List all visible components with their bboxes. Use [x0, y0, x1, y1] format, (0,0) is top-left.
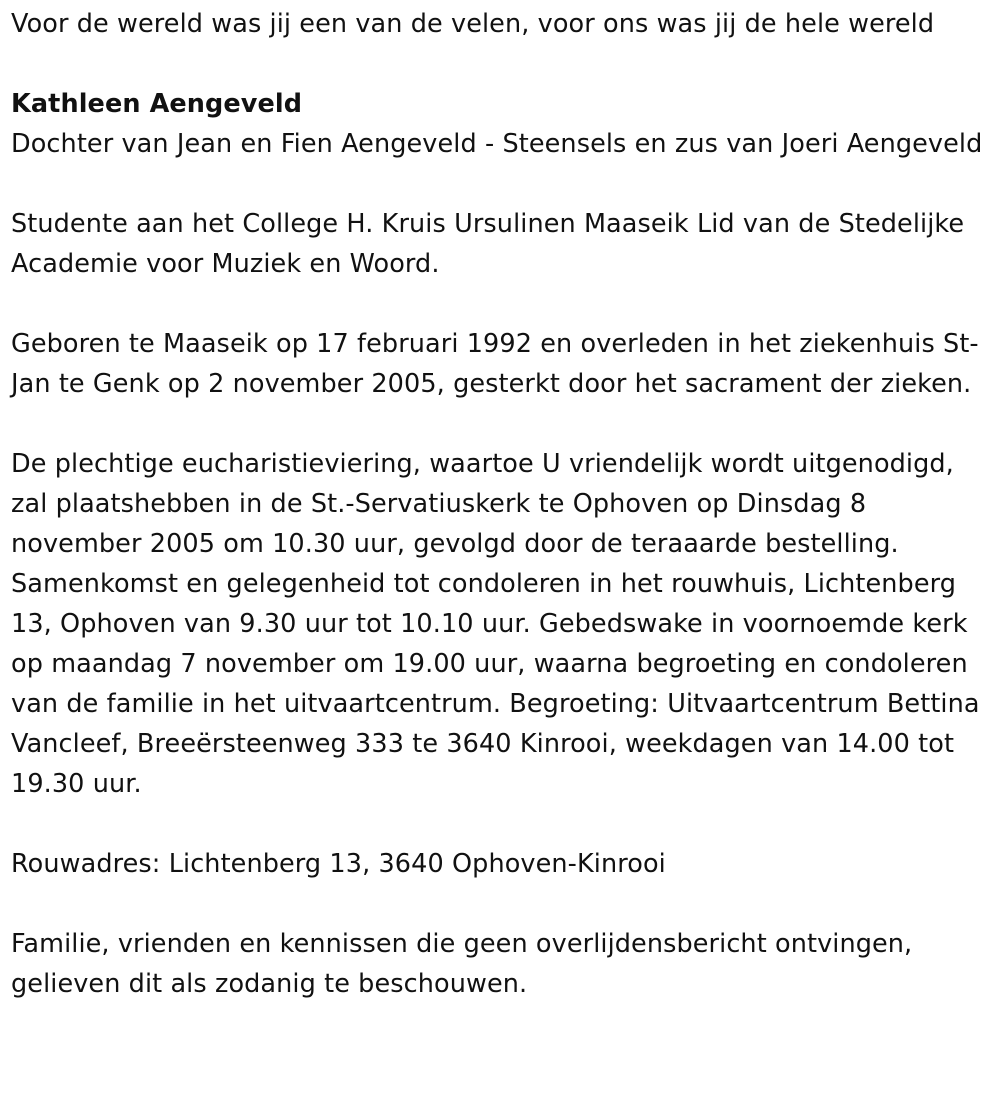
obituary-text	[11, 4, 991, 1004]
family-relation: Dochter van Jean en Fien Aengeveld - Steensels en zus van Joeri Aengeveld	[11, 129, 983, 159]
mourning-address: Rouwadres: Lichtenberg 13, 3640 Ophoven-Kinrooi	[11, 849, 666, 879]
birth-death-paragraph: Geboren te Maaseik op 17 februari 1992 en overleden in het ziekenhuis St-Jan te Genk op 2 november 2005, gesterkt door het sacrament der zieken.	[11, 329, 979, 399]
closing-paragraph: Familie, vrienden en kennissen die geen overlijdensbericht ontvingen, gelieven dit als zodanig te beschouwen.	[11, 929, 913, 999]
ceremony-paragraph: De plechtige eucharistieviering, waartoe U vriendelijk wordt uitgenodigd, zal plaatshebben in de St.-Servatiuskerk te Ophoven op Dinsdag 8 november 2005 om 10.30 uur, gevolgd door de teraaarde bestelling. Samenkomst en gelegenheid tot condoleren in het rouwhuis, Lichtenberg 13, Ophoven van 9.30 uur tot 10.10 uur. Gebedswake in voornoemde kerk op maandag 7 november om 19.00 uur, waarna begroeting en condoleren van de familie in het uitvaartcentrum. Begroeting: Uitvaartcentrum Bettina Vancleef, Breeërsteenweg 333 te 3640 Kinrooi, weekdagen van 14.00 tot 19.30 uur.	[11, 449, 980, 799]
deceased-name: Kathleen Aengeveld	[11, 89, 303, 119]
motto: Voor de wereld was jij een van de velen, voor ons was jij de hele wereld	[11, 9, 935, 39]
school-paragraph: Studente aan het College H. Kruis Ursulinen Maaseik Lid van de Stedelijke Academie voor Muziek en Woord.	[11, 209, 965, 279]
